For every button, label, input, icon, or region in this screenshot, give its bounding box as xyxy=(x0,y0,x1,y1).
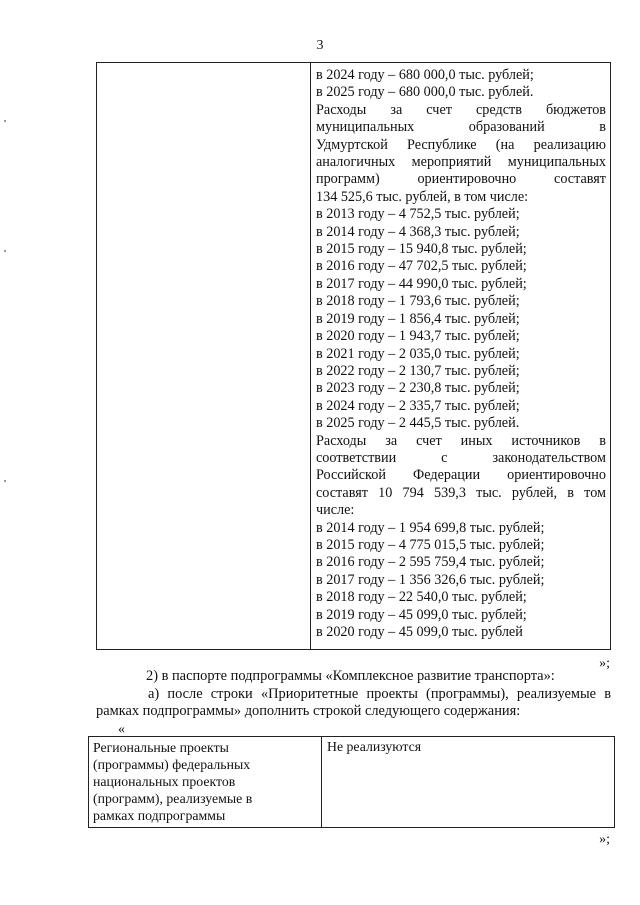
funding-line: в 2013 году – 4 752,5 тыс. рублей; xyxy=(316,206,520,223)
new-row-label-line: (программы) федеральных xyxy=(93,757,251,772)
funding-line: Удмуртской Республике (на реализацию xyxy=(316,136,606,153)
funding-line: соответствии с законодательством xyxy=(316,449,606,466)
funding-line: Расходы за счет средств бюджетов xyxy=(316,101,606,118)
funding-line: в 2015 году – 4 775 015,5 тыс. рублей; xyxy=(316,536,545,553)
page-number: 3 xyxy=(316,38,324,53)
new-row-table xyxy=(88,736,615,828)
funding-table-value-cell xyxy=(311,63,610,649)
scan-speck xyxy=(4,120,6,122)
funding-line: в 2022 году – 2 130,7 тыс. рублей; xyxy=(316,362,520,379)
funding-line: в 2017 году – 44 990,0 тыс. рублей; xyxy=(316,275,527,292)
scan-speck xyxy=(4,250,6,252)
funding-line: Российской Федерации ориентировочно xyxy=(316,467,606,484)
funding-line: в 2017 году – 1 356 326,6 тыс. рублей; xyxy=(316,571,545,588)
funding-line: в 2020 году – 45 099,0 тыс. рублей xyxy=(316,624,523,640)
new-row-label-cell xyxy=(89,737,322,827)
funding-line: 134 525,6 тыс. рублей, в том числе: xyxy=(316,188,529,205)
funding-line: составят 10 794 539,3 тыс. рублей, в том xyxy=(316,484,606,501)
funding-line: в 2016 году – 47 702,5 тыс. рублей; xyxy=(316,258,527,275)
funding-line: в 2021 году – 2 035,0 тыс. рублей; xyxy=(316,345,520,362)
funding-line: числе: xyxy=(316,502,355,519)
funding-line: в 2025 году – 680 000,0 тыс. рублей. xyxy=(316,84,534,101)
amendment-item-2: 2) в паспорте подпрограммы «Комплексное развитие транспорта»: xyxy=(146,668,555,684)
funding-line: в 2019 году – 1 856,4 тыс. рублей; xyxy=(316,310,520,327)
amendment-subitem-a: а) после строки «Приоритетные проекты (программы), реализуемые в рамках подпрограммы» дополнить строкой следующего содержания: xyxy=(96,686,611,719)
funding-line: в 2016 году – 2 595 759,4 тыс. рублей; xyxy=(316,554,545,571)
funding-line: муниципальных образований в xyxy=(316,119,606,136)
new-row-label-line: (программ), реализуемые в xyxy=(93,791,253,806)
funding-line: в 2014 году – 1 954 699,8 тыс. рублей; xyxy=(316,519,545,536)
closing-quote: »; xyxy=(599,656,610,671)
scan-speck xyxy=(4,480,6,482)
new-row-label-line: национальных проектов xyxy=(93,774,236,789)
funding-table-continuation xyxy=(96,62,611,650)
funding-line: в 2018 году – 22 540,0 тыс. рублей; xyxy=(316,589,527,606)
opening-quote: « xyxy=(118,722,125,737)
funding-line: в 2023 году – 2 230,8 тыс. рублей; xyxy=(316,380,520,397)
funding-line: программ) ориентировочно составят xyxy=(316,171,606,188)
funding-table-label-cell xyxy=(97,63,311,649)
funding-line: в 2019 году – 45 099,0 тыс. рублей; xyxy=(316,606,527,623)
funding-line: в 2025 году – 2 445,5 тыс. рублей. xyxy=(316,415,520,432)
new-row-label-line: Региональные проекты xyxy=(93,740,229,755)
new-row-value-cell: Не реализуются xyxy=(327,739,422,754)
closing-quote: »; xyxy=(599,832,610,847)
funding-line: в 2024 году – 2 335,7 тыс. рублей; xyxy=(316,397,520,414)
new-row-label-line: рамках подпрограммы xyxy=(93,808,226,823)
funding-line: в 2015 году – 15 940,8 тыс. рублей; xyxy=(316,241,527,258)
funding-line: в 2020 году – 1 943,7 тыс. рублей; xyxy=(316,328,520,345)
funding-line: в 2018 году – 1 793,6 тыс. рублей; xyxy=(316,293,520,310)
funding-line: аналогичных мероприятий муниципальных xyxy=(316,154,606,171)
funding-line: Расходы за счет иных источников в xyxy=(316,432,606,449)
funding-line: в 2014 году – 4 368,3 тыс. рублей; xyxy=(316,223,520,240)
funding-line: в 2024 году – 680 000,0 тыс. рублей; xyxy=(316,67,534,83)
